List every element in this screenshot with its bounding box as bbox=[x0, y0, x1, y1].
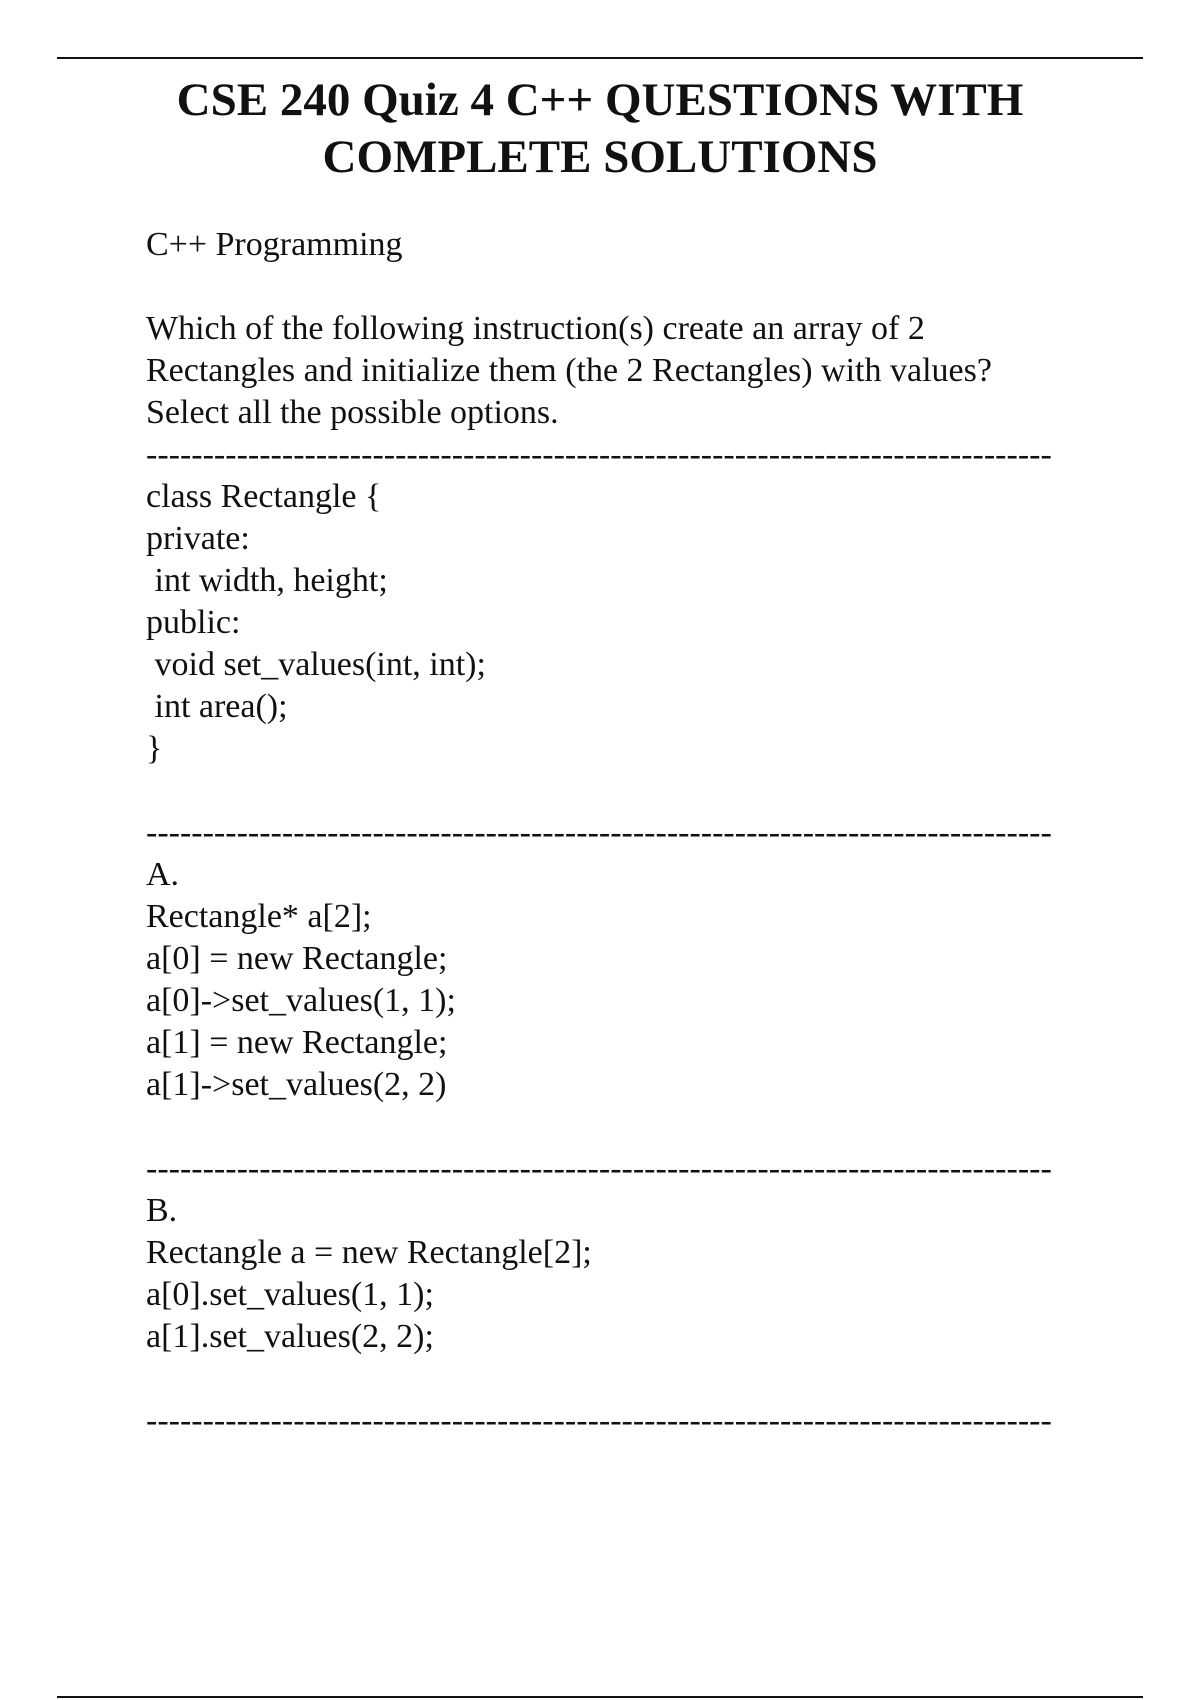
code-line: a[1].set_values(2, 2); bbox=[146, 1318, 434, 1355]
question-line-1: Which of the following instruction(s) create an array of 2 bbox=[146, 310, 925, 347]
subject-heading: C++ Programming bbox=[146, 226, 403, 263]
separator-3: -------------------------------------------------------------------------------- bbox=[146, 1150, 1052, 1187]
title-line-1: CSE 240 Quiz 4 C++ QUESTIONS WITH bbox=[176, 74, 1024, 126]
option-a bbox=[146, 854, 1086, 1106]
page-title bbox=[100, 72, 1100, 186]
document-body bbox=[146, 224, 1086, 1442]
question-line-3: Select all the possible options. bbox=[146, 394, 559, 431]
code-line: private: bbox=[146, 520, 250, 557]
code-line: } bbox=[146, 730, 163, 767]
code-line: Rectangle a = new Rectangle[2]; bbox=[146, 1234, 592, 1271]
code-line: a[0] = new Rectangle; bbox=[146, 940, 448, 977]
code-line: int area(); bbox=[146, 688, 288, 725]
question-line-2: Rectangles and initialize them (the 2 Rectangles) with values? bbox=[146, 352, 992, 389]
option-b-label: B. bbox=[146, 1192, 178, 1229]
code-line: Rectangle* a[2]; bbox=[146, 898, 372, 935]
top-rule bbox=[57, 57, 1143, 59]
code-line: a[1]->set_values(2, 2) bbox=[146, 1066, 447, 1103]
separator-1: -------------------------------------------------------------------------------- bbox=[146, 436, 1052, 473]
separator-2: -------------------------------------------------------------------------------- bbox=[146, 814, 1052, 851]
option-a-label: A. bbox=[146, 856, 180, 893]
code-line: public: bbox=[146, 604, 241, 641]
option-b bbox=[146, 1190, 1086, 1358]
code-line: a[0]->set_values(1, 1); bbox=[146, 982, 456, 1019]
code-line: int width, height; bbox=[146, 562, 388, 599]
code-line: a[0].set_values(1, 1); bbox=[146, 1276, 434, 1313]
bottom-rule bbox=[57, 1696, 1143, 1698]
title-line-2: COMPLETE SOLUTIONS bbox=[322, 131, 878, 183]
code-line: class Rectangle { bbox=[146, 478, 382, 515]
separator-4: -------------------------------------------------------------------------------- bbox=[146, 1402, 1052, 1439]
question-text bbox=[146, 308, 1086, 434]
class-code-block bbox=[146, 476, 1086, 770]
code-line: a[1] = new Rectangle; bbox=[146, 1024, 448, 1061]
code-line: void set_values(int, int); bbox=[146, 646, 486, 683]
